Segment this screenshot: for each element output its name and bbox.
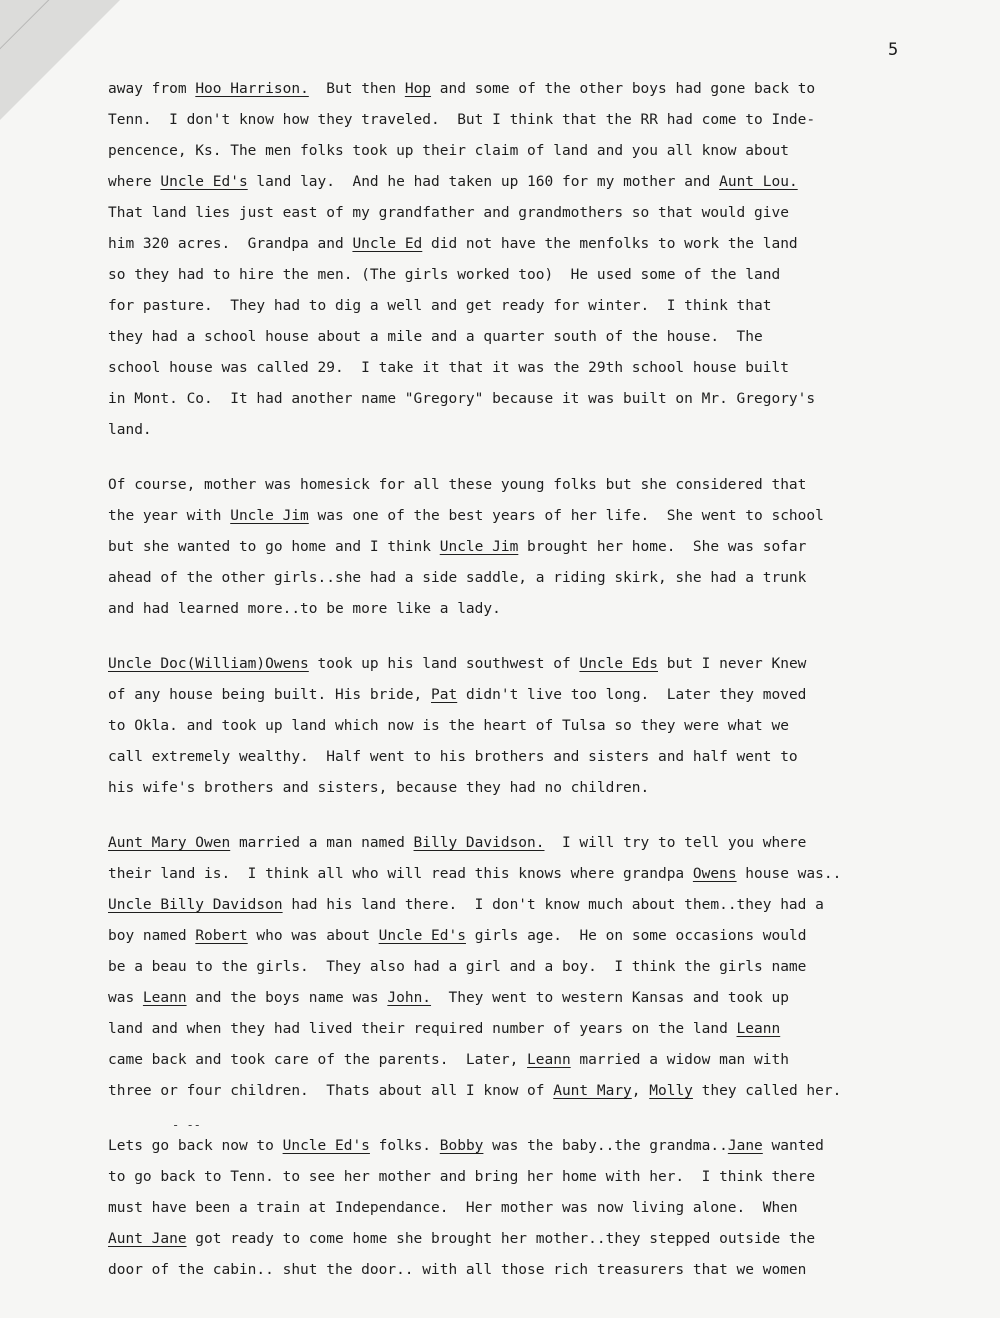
paragraph <box>108 828 978 1107</box>
text-segment: had his land there. I don't know much about them..they had a <box>282 897 824 913</box>
text-segment: boy named <box>108 928 196 944</box>
text-segment: three or four children. Thats about all I know of <box>108 1083 554 1099</box>
underlined-name: Uncle Ed's <box>282 1138 370 1154</box>
text-line <box>108 921 978 952</box>
text-segment: of any house being built. His bride, <box>108 687 432 703</box>
text-line <box>108 1255 978 1286</box>
text-segment: They went to western Kansas and took up <box>431 990 789 1006</box>
text-line <box>108 1045 978 1076</box>
text-segment: was <box>108 990 143 1006</box>
text-line <box>108 74 978 105</box>
text-line <box>108 105 978 136</box>
text-line <box>108 773 978 804</box>
text-segment: the year with <box>108 508 231 524</box>
underlined-name: Aunt Jane <box>108 1231 187 1247</box>
text-segment: and some of the other boys had gone back to <box>431 81 816 97</box>
text-line <box>108 563 978 594</box>
paragraph-gap <box>108 804 978 828</box>
text-line <box>108 1014 978 1045</box>
text-line <box>108 1162 978 1193</box>
text-segment: but she wanted to go home and I think <box>108 539 440 555</box>
page-number: 5 <box>888 40 899 60</box>
text-line <box>108 828 978 859</box>
text-segment: did not have the menfolks to work the land <box>422 236 798 252</box>
text-segment: pencence, Ks. The men folks took up their claim of land and you all know about <box>108 143 789 159</box>
text-segment: girls age. He on some occasions would <box>465 928 807 944</box>
paragraph <box>108 649 978 804</box>
underlined-name: Uncle Ed's <box>378 928 466 944</box>
text-segment: But then <box>308 81 405 97</box>
text-segment: and had learned more..to be more like a lady. <box>108 601 501 617</box>
text-segment: who was about <box>247 928 379 944</box>
text-segment: didn't live too long. Later they moved <box>457 687 807 703</box>
underlined-name: Owens <box>692 866 737 882</box>
text-segment: him 320 acres. Grandpa and <box>108 236 353 252</box>
text-segment: wanted <box>762 1138 824 1154</box>
text-line <box>108 983 978 1014</box>
text-line <box>108 167 978 198</box>
text-segment: Lets go back now to <box>108 1138 283 1154</box>
typed-text-body <box>108 74 978 1286</box>
text-segment: to Okla. and took up land which now is the heart of Tulsa so they were what we <box>108 718 789 734</box>
underlined-name: Uncle Doc(William)Owens <box>108 656 309 672</box>
text-segment: was the baby..the grandma.. <box>483 1138 728 1154</box>
underlined-name: John. <box>387 990 432 1006</box>
text-segment: be a beau to the girls. They also had a girl and a boy. I think the girls name <box>108 959 807 975</box>
text-segment: came back and took care of the parents. Later, <box>108 1052 528 1068</box>
text-segment: for pasture. They had to dig a well and get ready for winter. I think that <box>108 298 772 314</box>
underlined-name: Hop <box>404 81 432 97</box>
text-line <box>108 532 978 563</box>
text-segment: was one of the best years of her life. She went to school <box>308 508 824 524</box>
underlined-name: Pat <box>431 687 458 703</box>
paragraph <box>108 1131 978 1286</box>
text-segment: land. <box>108 422 152 438</box>
underlined-name: Uncle Jim <box>230 508 309 524</box>
underlined-name: Robert <box>195 928 248 944</box>
text-line <box>108 470 978 501</box>
text-segment: Of course, mother was homesick for all these young folks but she considered that <box>108 477 807 493</box>
text-segment: married a widow man with <box>570 1052 789 1068</box>
text-line <box>108 322 978 353</box>
text-segment: and the boys name was <box>186 990 388 1006</box>
text-line <box>108 1131 978 1162</box>
text-line <box>108 711 978 742</box>
text-line <box>108 1193 978 1224</box>
underlined-name: Molly <box>649 1083 693 1099</box>
text-line <box>108 229 978 260</box>
text-line <box>108 649 978 680</box>
text-segment: folks. <box>369 1138 440 1154</box>
text-segment: but I never Knew <box>658 656 807 672</box>
text-segment: got ready to come home she brought her mother..they stepped outside the <box>186 1231 816 1247</box>
text-segment: land lay. And he had taken up 160 for my mother and <box>247 174 720 190</box>
text-line <box>108 501 978 532</box>
text-line <box>108 680 978 711</box>
text-segment: That land lies just east of my grandfather and grandmothers so that would give <box>108 205 789 221</box>
text-line <box>108 260 978 291</box>
underlined-name: Leann <box>142 990 187 1006</box>
underlined-name: Jane <box>727 1138 763 1154</box>
underlined-name: Leann <box>736 1021 781 1037</box>
text-segment: ahead of the other girls..she had a side saddle, a riding skirk, she had a trunk <box>108 570 807 586</box>
text-segment: so they had to hire the men. (The girls worked too) He used some of the land <box>108 267 781 283</box>
underlined-name: Bobby <box>439 1138 484 1154</box>
text-segment: I will try to tell you where <box>544 835 807 851</box>
underlined-name: Uncle Eds <box>579 656 658 672</box>
text-segment: to go back to Tenn. to see her mother and bring her home with her. I think there <box>108 1169 816 1185</box>
text-segment: took up his land southwest of <box>308 656 580 672</box>
text-segment: their land is. I think all who will read this knows where grandpa <box>108 866 693 882</box>
text-segment: school house was called 29. I take it that it was the 29th school house built <box>108 360 789 376</box>
text-line <box>108 952 978 983</box>
underlined-name: Billy Davidson. <box>413 835 545 851</box>
text-line <box>108 291 978 322</box>
text-line <box>108 384 978 415</box>
text-segment: house was.. <box>736 866 842 882</box>
text-line <box>108 198 978 229</box>
text-segment: away from <box>108 81 196 97</box>
text-line <box>108 742 978 773</box>
paragraph-gap <box>108 1107 978 1131</box>
text-line <box>108 890 978 921</box>
stray-mark: - -- <box>172 1118 201 1132</box>
underlined-name: Uncle Ed <box>352 236 423 252</box>
underlined-name: Hoo Harrison. <box>195 81 309 97</box>
paragraph-gap <box>108 446 978 470</box>
text-line <box>108 415 978 446</box>
text-line <box>108 859 978 890</box>
text-segment: married a man named <box>230 835 414 851</box>
text-segment: Tenn. I don't know how they traveled. But I think that the RR had come to Inde- <box>108 112 816 128</box>
text-line <box>108 353 978 384</box>
underlined-name: Leann <box>527 1052 571 1068</box>
text-segment: , <box>631 1083 650 1099</box>
text-segment: where <box>108 174 161 190</box>
text-line <box>108 136 978 167</box>
underlined-name: Aunt Lou. <box>719 174 798 190</box>
underlined-name: Aunt Mary Owen <box>108 835 231 851</box>
underlined-name: Uncle Jim <box>439 539 519 555</box>
text-segment: brought her home. She was sofar <box>518 539 807 555</box>
underlined-name: Uncle Billy Davidson <box>108 897 283 913</box>
underlined-name: Uncle Ed's <box>160 174 248 190</box>
text-segment: in Mont. Co. It had another name "Gregory" because it was built on Mr. Gregory's <box>108 391 816 407</box>
text-line <box>108 594 978 625</box>
text-segment: they had a school house about a mile and a quarter south of the house. The <box>108 329 763 345</box>
paragraph <box>108 470 978 625</box>
paragraph-gap <box>108 625 978 649</box>
underlined-name: Aunt Mary <box>553 1083 632 1099</box>
text-line <box>108 1076 978 1107</box>
text-segment: land and when they had lived their required number of years on the land <box>108 1021 737 1037</box>
text-line <box>108 1224 978 1255</box>
text-segment: they called her. <box>692 1083 842 1099</box>
folded-corner <box>0 0 120 120</box>
text-segment: door of the cabin.. shut the door.. with all those rich treasurers that we women <box>108 1262 807 1278</box>
text-segment: call extremely wealthy. Half went to his brothers and sisters and half went to <box>108 749 798 765</box>
paragraph <box>108 74 978 446</box>
text-segment: must have been a train at Independance. Her mother was now living alone. When <box>108 1200 798 1216</box>
text-segment: his wife's brothers and sisters, because they had no children. <box>108 780 650 796</box>
